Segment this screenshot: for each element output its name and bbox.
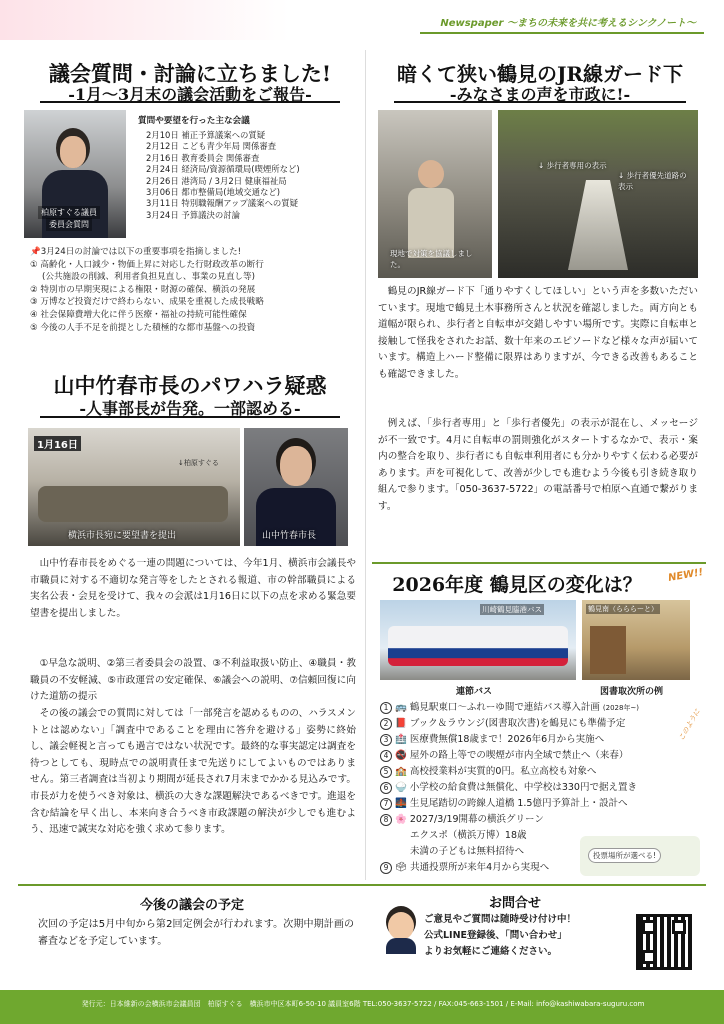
point-item: ② 特別市の早期実現による権限・財源の確保、横浜の発展 [30, 284, 256, 295]
councilor-photo [24, 110, 126, 238]
newspaper-tagline: Newspaper ～まちの未来を共に考えるシンクノート～ [440, 18, 696, 29]
change-item: 1 🚌 鶴見駅東口〜ふれーゆ間で連結バス導入計画 (2028年~) [380, 700, 680, 716]
mid-para-2: ①早急な説明、②第三者委員会の設置、③不利益取扱い防止、④職員・教職員の不安軽減、⑤市政運営の安定確保、⑥議会への説明、⑦信頼回復に向けた道筋の提示 [30, 658, 356, 703]
qr-finder [642, 920, 656, 934]
change-item: 2 📕 ブック＆ラウンジ(図書取次書)を鶴見にも準備予定 [380, 716, 680, 732]
photo1-caption: 横浜市長宛に要望書を提出 [68, 531, 177, 541]
mascot-avatar [382, 906, 418, 954]
right-top-underline [394, 101, 686, 103]
person-head [418, 160, 444, 188]
photo-caption-2: 委員会質問 [46, 218, 92, 231]
bottom-rule [18, 884, 706, 886]
left-mid-title: 山中竹春市長のパワハラ疑惑 [53, 373, 327, 398]
change-item: 3 🏥 医療費無償18歳まで！2026年6月から実施へ [380, 732, 680, 748]
point-item: ③ 万博など投資だけで終わらない、成果を重視した成長戦略 [30, 297, 264, 308]
rt-para-2: 例えば、「歩行者専用」と「歩行者優先」の表示が混在し、メッセージが不一致です。4月に自転車の罰則強化がスタートするなかで、表示・案内の整合を取り、歩行者にも自転車利用者にも分かりやすく伝わる必要があります。声を可視化して、改善が少しでも進むよう今後も引き続き取り組んで参ります。「050-3637-5722」の電話番号で柏原へ直通で繋がります。 [378, 418, 698, 512]
bus-top-label: 川崎鶴見臨港バス [482, 605, 542, 614]
qr-finder [642, 950, 656, 964]
section-rule [372, 562, 706, 564]
point-item: ④ 社会保障費増大化に伴う医療・福祉の持続可能性確保 [30, 309, 247, 320]
meeting-item: 3月06日 都市整備局(地域交通など) [146, 187, 281, 198]
contact-text [424, 912, 624, 960]
mid-para-1: 山中竹春市長をめぐる一連の問題については、今年1月、横浜市会議長や市職員に対する不適切な発言等をしたとされる報道、市の幹部職員による実名公表・会見を受けて、我々の会派は1月16日に以下の点を求める緊急要望書を提出しました。 [30, 558, 356, 619]
contact-line-1: ご意見やご質問は随時受け付け中！ [424, 914, 577, 925]
line-qr-code[interactable] [636, 914, 692, 970]
tunnel [568, 180, 628, 270]
change-item-cont: エクスポ（横浜万博）18歳 [410, 830, 527, 841]
bus-body [388, 626, 568, 666]
mid-para-3: その後の議会での質問に対しては「一部発言を認めるものの、ハラスメントとは認めない」「調査中であることを理由に答弁を避ける」姿勢に終始し、議会軽視と言っても過言ではない状況です。最終的な事実認定は調査を待つとしても、現時点での説明責任まで先送りにしてよいものではありません。第三者調査は当初より期間が延長され7月末までかかる見込みです。市長が力を使うべき対象は、横浜の大きな課題解決であるべきです。進退を含む結論を早く出し、本来向き合うべき市政課題の解決が少しでも進むよう、迅速で誠実な対応を強く求めて参ります。 [30, 708, 356, 836]
schedule-text: 次回の予定は5月中旬から第2回定例会が行われます。次期中期計画の審査などを予定しています。 [38, 919, 354, 947]
schedule-box [24, 890, 360, 982]
contact-line-2: 公式LINE登録後、「問い合わせ」 [424, 930, 567, 941]
change-item: 6 🍚 小学校の給食費は無償化、中学校は330円で据え置き [380, 780, 680, 796]
contact-line-3: よりお気軽にご連絡ください。 [424, 946, 558, 957]
contact-title: お問合せ [488, 896, 541, 911]
bus-photo [380, 600, 576, 680]
new-badge: NEW!! [667, 567, 705, 584]
point-item: ① 高齢化・人口減少・物価上昇に対応した行財政改革の断行 [30, 259, 264, 270]
left-top-underline [40, 101, 340, 103]
left-mid-subtitle: -人事部長が告発。一部認める- [79, 399, 301, 418]
site-photo-caption: 現地で対策を協議しました。 [390, 249, 473, 269]
right-mid-title: 2026年度 鶴見区の変化は？ [392, 574, 642, 596]
bus-caption: 連節バス [456, 687, 493, 697]
points-heading: 📌3月24日の討論では以下の重要事項を指摘しました! [30, 247, 242, 257]
date-tag: 1月16日 [34, 436, 81, 451]
change-item-cont: 未満の子どもは無料招待へ [410, 846, 525, 857]
left-top-subtitle: -1月～3月末の議会活動をご報告- [68, 85, 312, 104]
side-note: このように [677, 707, 702, 743]
library-photo [582, 600, 690, 680]
meeting-item: 3月24日 予算議決の討論 [146, 209, 241, 220]
meeting-item: 2月16日 教育委員会 関係審査 [146, 152, 260, 163]
change-item: 7 🌉 生見尾踏切の跨線人道橋 1.5億円予算計上・設計へ [380, 796, 680, 812]
meeting-item: 2月12日 こども青少年局 関係審査 [146, 141, 277, 152]
site-photo [378, 110, 492, 278]
meeting-item: 2月24日 経済局/資源循環局(喫煙所など) [146, 164, 300, 175]
meeting-table [38, 486, 228, 522]
column-divider [365, 50, 366, 880]
underpass-photo [498, 110, 698, 278]
qr-finder [672, 920, 686, 934]
councilor-face [60, 136, 86, 168]
point-item: (公共施設の削減、利用者負担見直し、事業の見直し等) [42, 272, 255, 283]
right-top-subtitle: -みなさまの声を市政に!- [449, 85, 631, 104]
vote-bubble: 投票場所が選べる! [588, 848, 661, 863]
meetings-list [146, 130, 364, 221]
photo2-caption: 山中竹春市長 [262, 531, 317, 541]
meeting-item: 2月26日 港湾局 / 3月2日 健康福祉局 [146, 175, 287, 186]
meeting-photo [28, 428, 240, 546]
avatar-face [388, 912, 414, 940]
avatar-suit [386, 938, 416, 954]
points-block [30, 246, 360, 334]
schedule-title: 今後の議会の予定 [139, 898, 244, 913]
sign-label-1: ↓ 歩行者専用の表示 [538, 161, 607, 170]
header-rule [420, 32, 704, 34]
meeting-item: 3月11日 特別職報酬アップ議案への質疑 [146, 198, 299, 209]
change-item: 4 🚭 屋外の路上等での喫煙が市内全域で禁止へ（来春） [380, 748, 680, 764]
change-item: 9 🗳 共通投票所が来年4月から実現へ [380, 860, 680, 876]
meeting-item: 2月10日 補正予算議案への質疑 [146, 130, 266, 140]
vote-illustration [580, 836, 700, 876]
change-item: 5 🏫 高校授業料が実質的0円。私立高校も対象へ [380, 764, 680, 780]
left-top-title: 議会質問・討論に立ちました! [48, 61, 332, 86]
left-mid-underline [40, 416, 340, 418]
footer-text: 発行元：日本維新の会横浜市会議員団 柏原すぐる 横浜市中区本町6-50-10 議員室6階 TEL:050-3637-5722 / FAX:045-663-1501 / E-Mail: info@kashiwabara-suguru.com [81, 1000, 645, 1008]
library-caption: 図書取次所の例 [600, 687, 664, 697]
right-top-title: 暗くて狭い鶴見のJR線ガード下 [396, 62, 684, 86]
point-item: ⑤ 今後の人手不足を前提とした積極的な都市基盤への投資 [30, 322, 256, 333]
photo-caption: 柏原すぐる議員 [38, 206, 100, 219]
change-item: 8 🌸 2027/3/19開幕の横浜グリーン [380, 812, 680, 828]
library-top-label: 鶴見南（らららーと） [588, 605, 658, 613]
photo-label: ↓柏原すぐる [178, 459, 219, 467]
sign-label-2: ↓ 歩行者優先道路の表示 [618, 171, 687, 191]
mayor-face [280, 446, 312, 486]
rt-para-1: 鶴見のJR線ガード下「通りやすくしてほしい」という声を多数いただいています。現地で鶴見土木事務所さんと状況を確認しました。両方向とも道幅が限られ、歩行者と自転車が交錯しやすい場所です。実際に自転車と接触して怪我をされたお話、数十年来のエピソードなど様々な声が届いています。構造上ハード整備に限界はありますが、今できる改善もあることも確認できました。 [378, 286, 698, 380]
bookshelf [590, 626, 626, 674]
mayor-photo [244, 428, 348, 546]
meetings-heading: 質問や要望を行った主な会議 [138, 116, 250, 126]
